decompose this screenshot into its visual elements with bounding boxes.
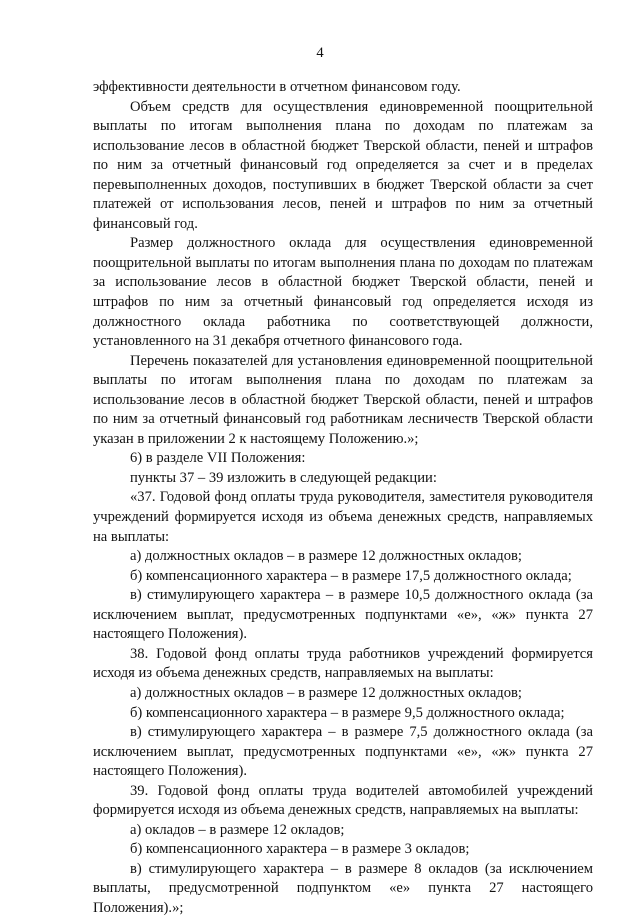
paragraph-points-37-39: пункты 37 – 39 изложить в следующей редакции: [130,469,437,486]
paragraph-indicators-list: Перечень показателей для установления единовременной поощрительной выплаты по итогам выполнения плана по доходам по платежам за использование лесов в областной бюджет Тверской области, пеней и штрафов по ним за отчетный финансовый год работникам лесничеств Тверской области указан в приложении 2 к настоящему Положению.»; [93,352,593,447]
paragraph-39-b: б) компенсационного характера – в размере 3 окладов; [130,841,470,858]
paragraph-37-b: б) компенсационного характера – в размере 17,5 должностного оклада; [130,567,572,584]
paragraph-37-a: а) должностных окладов – в размере 12 должностных окладов; [130,548,522,565]
paragraph-section-vii: 6) в разделе VII Положения: [130,450,306,467]
paragraph-salary-size: Размер должностного оклада для осуществления единовременной поощрительной выплаты по итогам выполнения плана по доходам по платежам за использование лесов в областной бюджет Тверской области, пеней и штрафов по ним за отчетный финансовый год определяется исходя из должностного оклада работника по соответствующей должности, установленного на 31 декабря отчетного финансового года. [93,235,593,350]
paragraph-38-v: в) стимулирующего характера – в размере 7,5 должностного оклада (за исключением выплат, предусмотренных подпунктами «е», «ж» пункта 27 настоящего Положения). [93,724,593,780]
page-number: 4 [316,45,324,61]
document-body [93,78,593,919]
paragraph-39-v: в) стимулирующего характера – в размере 8 окладов (за исключением выплаты, предусмотренной подпунктом «е» пункта 27 настоящего Положения).»; [93,860,593,916]
paragraph-38-b: б) компенсационного характера – в размере 9,5 должностного оклада; [130,704,565,721]
paragraph-funding-volume: Объем средств для осуществления единовременной поощрительной выплаты по итогам выполнения плана по доходам по платежам за использование лесов в областной бюджет Тверской области, пеней и штрафов по ним за отчетный финансовый год определяется за счет и в пределах перевыполненных доходов, поступивших в бюджет Тверской области за счет платежей от использования лесов, пеней и штрафов по ним за отчетный финансовый год. [93,98,593,232]
paragraph-point-39: 39. Годовой фонд оплаты труда водителей автомобилей учреждений формируется исходя из объема денежных средств, направляемых на выплаты: [93,782,593,819]
paragraph-39-a: а) окладов – в размере 12 окладов; [130,821,345,838]
paragraph-point-37: «37. Годовой фонд оплаты труда руководителя, заместителя руководителя учреждений формируется исходя из объема денежных средств, направляемых на выплаты: [93,489,593,545]
paragraph-37-v: в) стимулирующего характера – в размере 10,5 должностного оклада (за исключением выплат, предусмотренных подпунктами «е», «ж» пункта 27 настоящего Положения). [93,587,593,643]
paragraph-38-a: а) должностных окладов – в размере 12 должностных окладов; [130,684,522,701]
paragraph-point-38: 38. Годовой фонд оплаты труда работников учреждений формируется исходя из объема денежных средств, направляемых на выплаты: [93,645,593,682]
paragraph-continuation: эффективности деятельности в отчетном финансовом году. [93,79,461,95]
